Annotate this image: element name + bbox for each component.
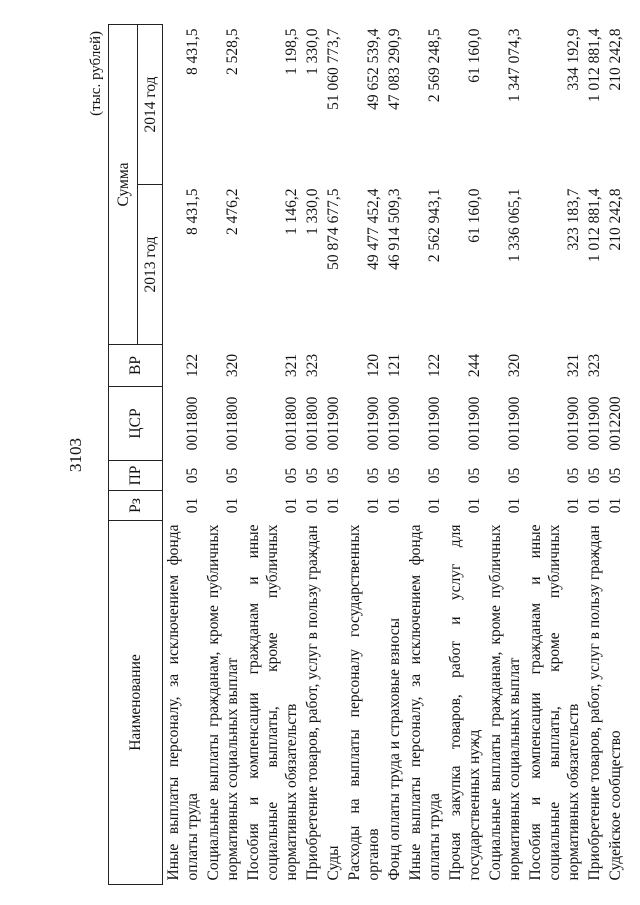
table-header bbox=[109, 24, 163, 884]
row-amount-2014: 1 330,0 bbox=[304, 28, 321, 75]
row-csr: 0011900 bbox=[386, 396, 403, 451]
table-row bbox=[525, 24, 584, 884]
row-amount-2013: 50 874 677,5 bbox=[325, 188, 342, 270]
table-row bbox=[485, 24, 525, 884]
row-rz: 01 bbox=[283, 497, 300, 514]
table-row bbox=[344, 24, 384, 884]
row-pr: 05 bbox=[184, 467, 201, 484]
row-rz: 01 bbox=[184, 497, 201, 514]
row-vr: 323 bbox=[304, 353, 321, 378]
row-csr: 0011900 bbox=[325, 396, 342, 451]
header-year-2014: 2014 год bbox=[138, 24, 163, 184]
row-amount-2014: 334 192,9 bbox=[565, 28, 582, 91]
row-pr: 05 bbox=[466, 467, 483, 484]
row-amount-2013: 1 330,0 bbox=[304, 188, 321, 235]
row-amount-2014: 2 569 248,5 bbox=[426, 28, 443, 103]
row-amount-2014: 8 431,5 bbox=[184, 28, 201, 75]
row-vr: 244 bbox=[466, 353, 483, 378]
row-pr: 05 bbox=[607, 467, 624, 484]
rotated-content bbox=[60, 25, 624, 885]
row-pr: 05 bbox=[325, 467, 342, 484]
row-pr: 05 bbox=[224, 467, 241, 484]
row-rz: 01 bbox=[466, 497, 483, 514]
row-amount-2014: 49 652 539,4 bbox=[365, 28, 382, 110]
header-sum: Сумма bbox=[109, 24, 138, 344]
row-amount-2014: 2 528,5 bbox=[224, 28, 241, 75]
row-amount-2013: 323 183,7 bbox=[565, 188, 582, 251]
row-rz: 01 bbox=[586, 497, 603, 514]
row-amount-2014: 47 083 290,9 bbox=[386, 28, 403, 110]
row-rz: 01 bbox=[506, 497, 523, 514]
row-name: Прочая закупка товаров, работ и услуг для государственных нужд bbox=[447, 524, 483, 881]
budget-table bbox=[108, 24, 629, 885]
table-body bbox=[163, 24, 630, 884]
row-rz: 01 bbox=[365, 497, 382, 514]
header-year-2013: 2013 год bbox=[138, 185, 163, 345]
table-row bbox=[203, 24, 243, 884]
units-label: (тыс. рублей) bbox=[88, 31, 104, 116]
row-csr: 0011900 bbox=[466, 396, 483, 451]
row-amount-2013: 1 012 881,4 bbox=[586, 188, 603, 263]
row-pr: 05 bbox=[365, 467, 382, 484]
row-csr: 0011800 bbox=[184, 396, 201, 451]
row-csr: 0011900 bbox=[426, 396, 443, 451]
row-amount-2014: 1 347 074,3 bbox=[506, 28, 523, 103]
row-amount-2013: 8 431,5 bbox=[184, 188, 201, 235]
row-vr bbox=[605, 345, 629, 387]
row-amount-2013: 61 160,0 bbox=[466, 188, 483, 243]
row-amount-2013: 1 336 065,1 bbox=[506, 188, 523, 263]
row-amount-2014: 210 242,8 bbox=[607, 28, 624, 91]
row-name: Расходы на выплаты персоналу государственных органов bbox=[346, 524, 382, 881]
row-name: Пособия и компенсации гражданам и иные социальные выплаты, кроме публичных нормативных обязательств bbox=[245, 524, 300, 881]
row-name: Иные выплаты персоналу, за исключением фонда оплаты труда bbox=[165, 524, 201, 881]
row-name: Суды bbox=[325, 845, 342, 881]
row-amount-2014: 51 060 773,7 bbox=[325, 28, 342, 110]
table-row bbox=[445, 24, 485, 884]
row-pr: 05 bbox=[386, 467, 403, 484]
row-csr: 0011900 bbox=[586, 396, 603, 451]
row-vr: 121 bbox=[386, 353, 403, 378]
row-vr: 321 bbox=[565, 353, 582, 378]
row-vr: 120 bbox=[365, 353, 382, 378]
header-name: Наименование bbox=[109, 521, 163, 885]
row-amount-2014: 61 160,0 bbox=[466, 28, 483, 83]
row-rz: 01 bbox=[386, 497, 403, 514]
row-vr: 122 bbox=[426, 353, 443, 378]
row-csr: 0012200 bbox=[607, 396, 624, 451]
row-pr: 05 bbox=[426, 467, 443, 484]
row-name: Приобретение товаров, работ, услуг в пользу граждан bbox=[586, 525, 603, 881]
row-csr: 0011800 bbox=[304, 396, 321, 451]
row-name: Пособия и компенсации гражданам и иные социальные выплаты, кроме публичных нормативных обязательств bbox=[527, 524, 582, 881]
row-amount-2014: 1 012 881,4 bbox=[586, 28, 603, 103]
row-vr: 323 bbox=[586, 353, 603, 378]
row-vr bbox=[323, 345, 344, 387]
row-name: Приобретение товаров, работ, услуг в пользу граждан bbox=[304, 525, 321, 881]
header-rz: Рз bbox=[109, 491, 163, 521]
row-vr: 320 bbox=[506, 353, 523, 378]
row-rz: 01 bbox=[565, 497, 582, 514]
row-rz: 01 bbox=[426, 497, 443, 514]
row-name: Фонд оплаты труда и страховые взносы bbox=[386, 617, 403, 881]
row-pr: 05 bbox=[565, 467, 582, 484]
table-row bbox=[302, 24, 323, 884]
row-csr: 0011900 bbox=[565, 396, 582, 451]
header-pr: ПР bbox=[109, 461, 163, 491]
table-row bbox=[323, 24, 344, 884]
row-amount-2013: 2 476,2 bbox=[224, 188, 241, 235]
row-pr: 05 bbox=[283, 467, 300, 484]
row-name: Иные выплаты персоналу, за исключением фонда оплаты труда bbox=[407, 524, 443, 881]
table-row bbox=[605, 24, 629, 884]
row-csr: 0011900 bbox=[365, 396, 382, 451]
row-rz: 01 bbox=[325, 497, 342, 514]
row-csr: 0011900 bbox=[506, 396, 523, 451]
row-pr: 05 bbox=[506, 467, 523, 484]
header-vr: ВР bbox=[109, 345, 163, 387]
row-rz: 01 bbox=[304, 497, 321, 514]
row-amount-2013: 49 477 452,4 bbox=[365, 188, 382, 270]
row-rz: 01 bbox=[224, 497, 241, 514]
table-row bbox=[405, 24, 445, 884]
row-amount-2013: 210 242,8 bbox=[607, 188, 624, 251]
row-vr: 321 bbox=[283, 353, 300, 378]
row-csr: 0011800 bbox=[283, 396, 300, 451]
row-amount-2013: 1 146,2 bbox=[283, 188, 300, 235]
row-amount-2013: 2 562 943,1 bbox=[426, 188, 443, 263]
row-rz: 01 bbox=[607, 497, 624, 514]
page-number: 3103 bbox=[66, 438, 85, 472]
row-csr: 0011800 bbox=[224, 396, 241, 451]
row-vr: 122 bbox=[184, 353, 201, 378]
header-csr: ЦСР bbox=[109, 387, 163, 461]
row-name: Социальные выплаты гражданам, кроме публичных нормативных социальных выплат bbox=[205, 524, 241, 881]
row-name: Судейское сообщество bbox=[607, 730, 624, 881]
table-row bbox=[584, 24, 605, 884]
row-amount-2014: 1 198,5 bbox=[283, 28, 300, 75]
table-row bbox=[163, 24, 204, 884]
row-pr: 05 bbox=[586, 467, 603, 484]
row-pr: 05 bbox=[304, 467, 321, 484]
table-row bbox=[384, 24, 405, 884]
table-row bbox=[243, 24, 302, 884]
row-vr: 320 bbox=[224, 353, 241, 378]
row-amount-2013: 46 914 509,3 bbox=[386, 188, 403, 270]
row-name: Социальные выплаты гражданам, кроме публичных нормативных социальных выплат bbox=[487, 524, 523, 881]
